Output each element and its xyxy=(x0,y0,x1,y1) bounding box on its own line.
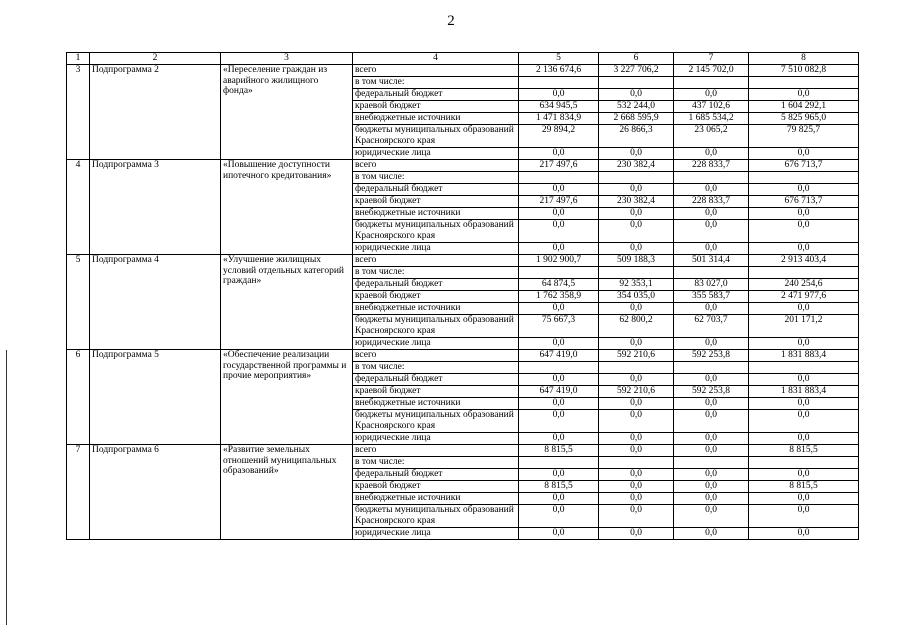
value-cell: 1 831 883,4 xyxy=(749,350,859,362)
funding-source-label: федеральный бюджет xyxy=(353,469,519,481)
value-cell: 0,0 xyxy=(674,208,749,220)
value-cell: 0,0 xyxy=(749,148,859,160)
value-cell xyxy=(599,77,674,89)
value-cell: 8 815,5 xyxy=(519,481,599,493)
value-cell: 240 254,6 xyxy=(749,279,859,291)
funding-source-label: бюджеты муниципальных образований Красноярского края xyxy=(353,125,519,148)
funding-source-label: в том числе: xyxy=(353,77,519,89)
value-cell: 2 471 977,6 xyxy=(749,291,859,303)
value-cell: 26 866,3 xyxy=(599,125,674,148)
value-cell: 230 382,4 xyxy=(599,196,674,208)
value-cell: 0,0 xyxy=(674,528,749,540)
value-cell: 0,0 xyxy=(519,493,599,505)
program-number: 5 xyxy=(67,255,90,350)
funding-source-label: всего xyxy=(353,65,519,77)
value-cell xyxy=(599,362,674,374)
value-cell: 1 902 900,7 xyxy=(519,255,599,267)
program-name: Подпрограмма 2 xyxy=(90,65,221,160)
value-cell: 0,0 xyxy=(674,184,749,196)
funding-source-label: бюджеты муниципальных образований Красноярского края xyxy=(353,505,519,528)
value-cell: 0,0 xyxy=(519,433,599,445)
value-cell: 355 583,7 xyxy=(674,291,749,303)
funding-source-label: юридические лица xyxy=(353,433,519,445)
program-number: 3 xyxy=(67,65,90,160)
value-cell: 0,0 xyxy=(674,374,749,386)
header-cell: 2 xyxy=(90,53,221,65)
value-cell: 0,0 xyxy=(674,220,749,243)
value-cell: 0,0 xyxy=(599,528,674,540)
value-cell: 0,0 xyxy=(599,374,674,386)
funding-source-label: внебюджетные источники xyxy=(353,113,519,125)
value-cell: 0,0 xyxy=(749,243,859,255)
program-title: «Улучшение жилищных условий отдельных категорий граждан» xyxy=(221,255,353,350)
value-cell: 647 419,0 xyxy=(519,350,599,362)
value-cell: 201 171,2 xyxy=(749,315,859,338)
funding-source-label: федеральный бюджет xyxy=(353,184,519,196)
program-name: Подпрограмма 6 xyxy=(90,445,221,540)
value-cell: 0,0 xyxy=(749,303,859,315)
funding-source-label: в том числе: xyxy=(353,172,519,184)
value-cell xyxy=(749,457,859,469)
value-cell: 23 065,2 xyxy=(674,125,749,148)
table-row xyxy=(67,160,859,172)
value-cell: 0,0 xyxy=(599,220,674,243)
program-title: «Обеспечение реализации государственной программы и прочие мероприятия» xyxy=(221,350,353,445)
funding-source-label: юридические лица xyxy=(353,243,519,255)
value-cell: 8 815,5 xyxy=(519,445,599,457)
value-cell: 0,0 xyxy=(599,338,674,350)
value-cell: 0,0 xyxy=(519,469,599,481)
value-cell: 0,0 xyxy=(749,184,859,196)
value-cell xyxy=(599,267,674,279)
value-cell: 1 831 883,4 xyxy=(749,386,859,398)
value-cell: 2 145 702,0 xyxy=(674,65,749,77)
funding-source-label: краевой бюджет xyxy=(353,291,519,303)
value-cell: 354 035,0 xyxy=(599,291,674,303)
value-cell: 0,0 xyxy=(519,410,599,433)
value-cell: 0,0 xyxy=(519,184,599,196)
value-cell: 0,0 xyxy=(519,528,599,540)
funding-source-label: в том числе: xyxy=(353,267,519,279)
value-cell: 0,0 xyxy=(599,184,674,196)
value-cell: 0,0 xyxy=(599,481,674,493)
value-cell: 592 210,6 xyxy=(599,350,674,362)
value-cell: 0,0 xyxy=(519,338,599,350)
funding-source-label: внебюджетные источники xyxy=(353,303,519,315)
header-cell: 7 xyxy=(674,53,749,65)
value-cell: 0,0 xyxy=(519,398,599,410)
value-cell: 0,0 xyxy=(519,243,599,255)
value-cell: 0,0 xyxy=(519,148,599,160)
value-cell xyxy=(674,267,749,279)
value-cell: 0,0 xyxy=(674,148,749,160)
value-cell xyxy=(749,77,859,89)
funding-source-label: бюджеты муниципальных образований Красноярского края xyxy=(353,315,519,338)
value-cell: 0,0 xyxy=(674,469,749,481)
value-cell: 0,0 xyxy=(749,338,859,350)
value-cell xyxy=(519,362,599,374)
value-cell: 75 667,3 xyxy=(519,315,599,338)
value-cell xyxy=(519,457,599,469)
value-cell: 0,0 xyxy=(599,410,674,433)
value-cell: 92 353,1 xyxy=(599,279,674,291)
header-cell: 6 xyxy=(599,53,674,65)
value-cell: 0,0 xyxy=(599,148,674,160)
value-cell: 0,0 xyxy=(749,374,859,386)
value-cell: 592 210,6 xyxy=(599,386,674,398)
value-cell: 1 762 358,9 xyxy=(519,291,599,303)
value-cell: 2 668 595,9 xyxy=(599,113,674,125)
funding-source-label: внебюджетные источники xyxy=(353,493,519,505)
header-cell: 8 xyxy=(749,53,859,65)
value-cell: 0,0 xyxy=(519,220,599,243)
value-cell xyxy=(519,267,599,279)
funding-source-label: всего xyxy=(353,445,519,457)
value-cell: 0,0 xyxy=(519,89,599,101)
value-cell: 0,0 xyxy=(749,469,859,481)
value-cell: 0,0 xyxy=(674,493,749,505)
value-cell: 0,0 xyxy=(599,445,674,457)
value-cell xyxy=(599,172,674,184)
funding-source-label: всего xyxy=(353,160,519,172)
value-cell: 1 471 834,9 xyxy=(519,113,599,125)
value-cell: 228 833,7 xyxy=(674,160,749,172)
value-cell: 437 102,6 xyxy=(674,101,749,113)
funding-source-label: в том числе: xyxy=(353,362,519,374)
value-cell: 592 253,8 xyxy=(674,350,749,362)
value-cell xyxy=(749,362,859,374)
value-cell: 2 136 674,6 xyxy=(519,65,599,77)
program-name: Подпрограмма 3 xyxy=(90,160,221,255)
value-cell: 0,0 xyxy=(749,220,859,243)
funding-source-label: в том числе: xyxy=(353,457,519,469)
value-cell xyxy=(519,172,599,184)
funding-source-label: внебюджетные источники xyxy=(353,208,519,220)
value-cell: 0,0 xyxy=(749,410,859,433)
table-row xyxy=(67,350,859,362)
value-cell: 0,0 xyxy=(749,528,859,540)
value-cell: 2 913 403,4 xyxy=(749,255,859,267)
funding-source-label: юридические лица xyxy=(353,338,519,350)
funding-source-label: федеральный бюджет xyxy=(353,279,519,291)
funding-source-label: юридические лица xyxy=(353,148,519,160)
value-cell: 0,0 xyxy=(519,303,599,315)
value-cell: 634 945,5 xyxy=(519,101,599,113)
value-cell xyxy=(749,267,859,279)
program-title: «Переселение граждан из аварийного жилищного фонда» xyxy=(221,65,353,160)
value-cell: 0,0 xyxy=(674,445,749,457)
value-cell: 0,0 xyxy=(749,208,859,220)
funding-source-label: бюджеты муниципальных образований Красноярского края xyxy=(353,410,519,433)
value-cell: 509 188,3 xyxy=(599,255,674,267)
header-cell: 5 xyxy=(519,53,599,65)
table-row xyxy=(67,65,859,77)
value-cell: 3 227 706,2 xyxy=(599,65,674,77)
program-number: 6 xyxy=(67,350,90,445)
value-cell: 0,0 xyxy=(519,208,599,220)
value-cell: 217 497,6 xyxy=(519,196,599,208)
value-cell: 79 825,7 xyxy=(749,125,859,148)
table-row xyxy=(67,255,859,267)
value-cell: 0,0 xyxy=(674,89,749,101)
header-row xyxy=(67,53,859,65)
value-cell: 0,0 xyxy=(599,505,674,528)
value-cell: 217 497,6 xyxy=(519,160,599,172)
value-cell: 0,0 xyxy=(674,433,749,445)
program-name: Подпрограмма 5 xyxy=(90,350,221,445)
value-cell: 0,0 xyxy=(749,493,859,505)
value-cell xyxy=(674,457,749,469)
table-row xyxy=(67,445,859,457)
value-cell: 0,0 xyxy=(599,398,674,410)
funding-source-label: бюджеты муниципальных образований Красноярского края xyxy=(353,220,519,243)
value-cell xyxy=(599,457,674,469)
value-cell: 0,0 xyxy=(674,481,749,493)
value-cell: 8 815,5 xyxy=(749,481,859,493)
value-cell xyxy=(749,172,859,184)
value-cell: 0,0 xyxy=(599,469,674,481)
value-cell: 0,0 xyxy=(599,433,674,445)
value-cell: 0,0 xyxy=(674,338,749,350)
value-cell: 592 253,8 xyxy=(674,386,749,398)
program-title: «Развитие земельных отношений муниципальных образований» xyxy=(221,445,353,540)
funding-source-label: краевой бюджет xyxy=(353,386,519,398)
value-cell: 0,0 xyxy=(599,208,674,220)
value-cell: 676 713,7 xyxy=(749,160,859,172)
value-cell: 501 314,4 xyxy=(674,255,749,267)
value-cell: 0,0 xyxy=(674,505,749,528)
funding-source-label: краевой бюджет xyxy=(353,196,519,208)
value-cell: 532 244,0 xyxy=(599,101,674,113)
header-cell: 3 xyxy=(221,53,353,65)
value-cell: 228 833,7 xyxy=(674,196,749,208)
funding-source-label: всего xyxy=(353,350,519,362)
value-cell: 0,0 xyxy=(674,410,749,433)
margin-line xyxy=(6,350,7,625)
value-cell: 64 874,5 xyxy=(519,279,599,291)
budget-table xyxy=(66,52,859,540)
funding-source-label: юридические лица xyxy=(353,528,519,540)
funding-source-label: краевой бюджет xyxy=(353,481,519,493)
funding-source-label: федеральный бюджет xyxy=(353,374,519,386)
value-cell: 0,0 xyxy=(674,303,749,315)
value-cell: 0,0 xyxy=(599,89,674,101)
value-cell: 62 703,7 xyxy=(674,315,749,338)
value-cell xyxy=(519,77,599,89)
funding-source-label: федеральный бюджет xyxy=(353,89,519,101)
value-cell: 0,0 xyxy=(599,303,674,315)
value-cell: 230 382,4 xyxy=(599,160,674,172)
value-cell: 0,0 xyxy=(674,398,749,410)
value-cell xyxy=(674,77,749,89)
value-cell: 1 604 292,1 xyxy=(749,101,859,113)
value-cell: 29 894,2 xyxy=(519,125,599,148)
value-cell: 83 027,0 xyxy=(674,279,749,291)
program-number: 4 xyxy=(67,160,90,255)
page-number: 2 xyxy=(447,13,455,29)
funding-source-label: краевой бюджет xyxy=(353,101,519,113)
program-name: Подпрограмма 4 xyxy=(90,255,221,350)
value-cell: 1 685 534,2 xyxy=(674,113,749,125)
value-cell: 0,0 xyxy=(599,493,674,505)
value-cell: 0,0 xyxy=(519,505,599,528)
funding-source-label: внебюджетные источники xyxy=(353,398,519,410)
value-cell: 0,0 xyxy=(749,89,859,101)
value-cell: 647 419,0 xyxy=(519,386,599,398)
header-cell: 4 xyxy=(353,53,519,65)
value-cell: 5 825 965,0 xyxy=(749,113,859,125)
value-cell xyxy=(674,172,749,184)
value-cell: 0,0 xyxy=(749,433,859,445)
value-cell: 676 713,7 xyxy=(749,196,859,208)
funding-source-label: всего xyxy=(353,255,519,267)
value-cell: 0,0 xyxy=(749,505,859,528)
value-cell: 0,0 xyxy=(599,243,674,255)
value-cell: 62 800,2 xyxy=(599,315,674,338)
program-title: «Повышение доступности ипотечного кредитования» xyxy=(221,160,353,255)
program-number: 7 xyxy=(67,445,90,540)
value-cell: 0,0 xyxy=(519,374,599,386)
value-cell: 7 510 082,8 xyxy=(749,65,859,77)
value-cell: 0,0 xyxy=(674,243,749,255)
value-cell: 0,0 xyxy=(749,398,859,410)
value-cell: 8 815,5 xyxy=(749,445,859,457)
value-cell xyxy=(674,362,749,374)
header-cell: 1 xyxy=(67,53,90,65)
